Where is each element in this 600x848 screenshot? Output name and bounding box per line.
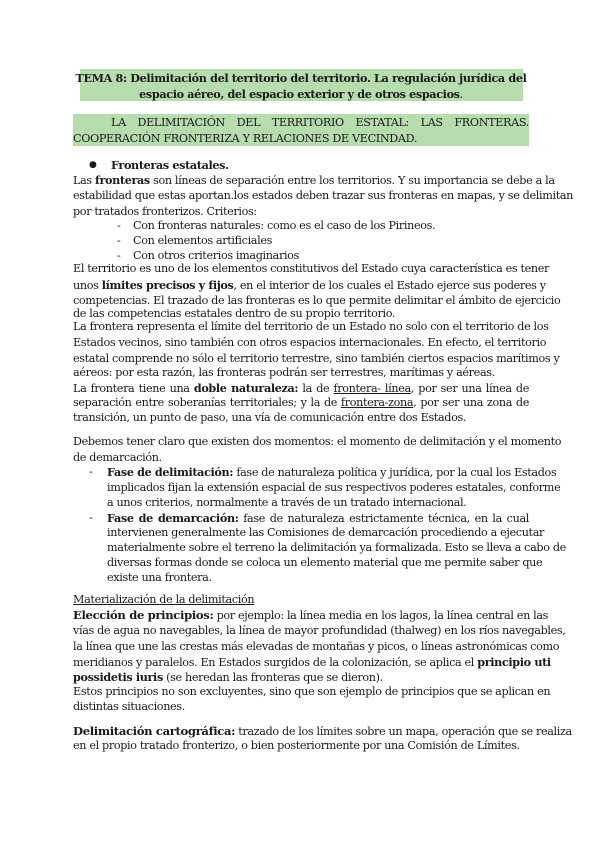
paragraph-fronteras-line-2: estabilidad que estas aportan.los estados deben trazar sus fronteras en mapas, y se delimitan [73, 189, 574, 202]
list-dash: - [117, 219, 121, 232]
paragraph-principios-line-2: vías de agua no navegables, la línea de mayor profundidad (thalweg) en los ríos navegables, [73, 624, 566, 637]
phase-delimitacion-line-2: implicados fijan la extensión espacial de sus respectivos poderes estatales, conforme [107, 481, 561, 494]
paragraph-momentos-line-2: de demarcación. [73, 451, 162, 464]
phase-delimitacion-line-1: Fase de delimitación: fase de naturaleza política y jurídica, por la cual los Estados [107, 465, 557, 479]
paragraph-cartografica-line-1: Delimitación cartográfica: trazado de los límites sobre un mapa, operación que se realiza [73, 724, 572, 738]
list-item-criteria-3: Con otros criterios imaginarios [133, 249, 299, 262]
paragraph-naturaleza-line-3: transición, un punto de paso, una vía de comunicación entre dos Estados. [73, 411, 467, 424]
paragraph-territorio-line-1: El territorio es uno de los elementos constitutivos del Estado cuya característica es tener [73, 262, 550, 275]
paragraph-principios-line-1: Elección de principios: por ejemplo: la línea media en los lagos, la línea central en las [73, 608, 549, 622]
paragraph-limite-line-4: aéreos: por esta razón, las fronteras podrán ser terrestres, marítimas y aéreas. [73, 366, 495, 379]
phase-demarcacion-line-1: Fase de demarcación: fase de naturaleza estrictamente técnica, en la cual [107, 511, 529, 525]
paragraph-limite-line-2: Estados vecinos, sino también con otros espacios internacionales. En efecto, el territorio [73, 336, 547, 349]
phase-demarcacion-line-3: materialmente sobre el terreno la delimitación ya formalizada. Esto se lleva a cabo de [107, 541, 566, 554]
list-dash: - [117, 249, 121, 262]
subtitle-line-1: LA DELIMITACIÓN DEL TERRITORIO ESTATAL: LAS FRONTERAS. [111, 116, 529, 129]
bullet-icon: ● [89, 160, 97, 170]
section-heading-fronteras: Fronteras estatales. [111, 158, 229, 172]
list-dash: - [89, 465, 93, 478]
paragraph-limite-line-3: estatal comprende no sólo el territorio terrestre, sino también ciertos espacios marítimos y [73, 352, 560, 365]
phase-demarcacion-line-5: existe una frontera. [107, 571, 212, 584]
paragraph-limite-line-1: La frontera representa el límite del territorio de un Estado no solo con el territorio de los [73, 320, 549, 333]
paragraph-naturaleza-line-1: La frontera tiene una doble naturaleza: la de frontera- línea, por ser una línea de [73, 381, 529, 395]
list-item-criteria-1: Con fronteras naturales: como es el caso de los Pirineos. [133, 219, 436, 232]
document-title-line-2: espacio aéreo, del espacio exterior y de otros espacios. [139, 87, 463, 101]
paragraph-territorio-line-3: competencias. El trazado de las fronteras es lo que permite delimitar el ámbito de ejercicio [73, 294, 561, 307]
list-dash: - [117, 234, 121, 247]
subtitle-line-2: COOPERACIÓN FRONTERIZA Y RELACIONES DE VECINDAD. [73, 132, 418, 145]
phase-demarcacion-line-4: diversas formas donde se coloca un elemento material que me permite saber que [107, 556, 543, 569]
list-dash: - [89, 511, 93, 524]
phase-delimitacion-line-3: a unos criterios, normalmente a través de un tratado internacional. [107, 496, 467, 509]
section-heading-materializacion: Materialización de la delimitación [73, 593, 255, 606]
document-title-line-1: TEMA 8: Delimitación del territorio del territorio. La regulación jurídica del [75, 71, 527, 85]
paragraph-fronteras-line-3: por tratados fronterizos. Criterios: [73, 205, 257, 218]
paragraph-principios-line-4: meridianos y paralelos. En Estados surgidos de la colonización, se aplica el principio uti [73, 655, 551, 669]
phase-demarcacion-line-2: intervienen generalmente las Comisiones de demarcación procediendo a ejecutar [107, 526, 545, 539]
paragraph-momentos-line-1: Debemos tener claro que existen dos momentos: el momento de delimitación y el momento [73, 435, 562, 448]
paragraph-principios-line-5: possidetis iuris (se heredan las fronteras que se dieron). [73, 670, 383, 684]
paragraph-principios-line-3: la línea que une las crestas más elevadas de montañas y picos, o líneas astronómicas como [73, 640, 560, 653]
paragraph-cartografica-line-2: en el propio tratado fronterizo, o bien posteriormente por una Comisión de Límites. [73, 739, 520, 752]
paragraph-territorio-line-4: de las competencias estatales dentro de su propio territorio. [73, 307, 396, 320]
paragraph-fronteras-line-1: Las fronteras son líneas de separación entre los territorios. Y su importancia se debe a la [73, 173, 555, 187]
paragraph-principios-line-6: Estos principios no son excluyentes, sino que son ejemplo de principios que se aplican en [73, 685, 551, 698]
list-item-criteria-2: Con elementos artificiales [133, 234, 273, 247]
paragraph-naturaleza-line-2: separación entre soberanías territoriales; y la de frontera-zona, por ser una zona de [73, 396, 530, 409]
paragraph-territorio-line-2: unos límites precisos y fijos, en el interior de los cuales el Estado ejerce sus poderes y [73, 278, 546, 292]
paragraph-principios-line-7: distintas situaciones. [73, 700, 185, 713]
